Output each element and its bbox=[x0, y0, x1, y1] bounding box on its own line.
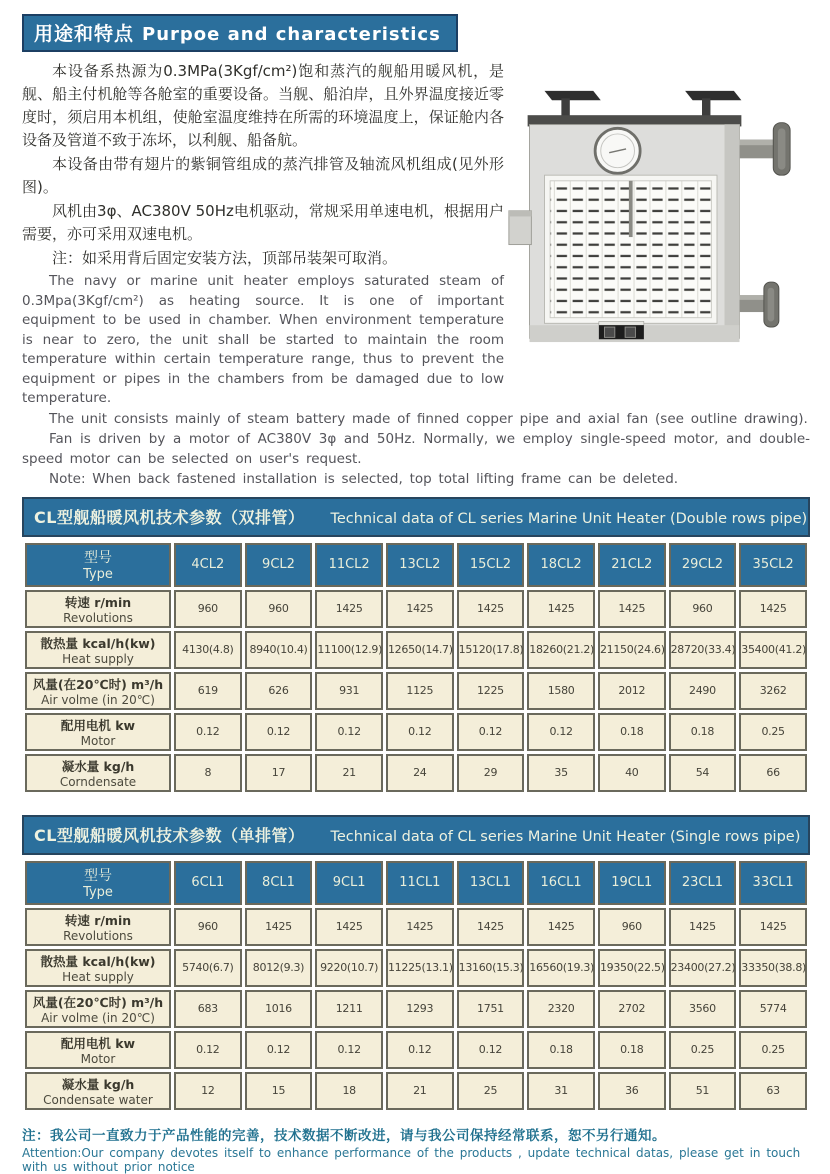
value-cell: 1425 bbox=[598, 590, 666, 628]
value-cell: 626 bbox=[245, 672, 313, 710]
model-column-header: 19CL1 bbox=[598, 861, 666, 905]
value-cell: 8940(10.4) bbox=[245, 631, 313, 669]
value-cell: 29 bbox=[457, 754, 525, 792]
label-cn: 配用电机 kw bbox=[60, 1035, 136, 1051]
value-cell: 1125 bbox=[386, 672, 454, 710]
value-cell: 15 bbox=[245, 1072, 313, 1110]
model-column-header: 35CL2 bbox=[739, 543, 807, 587]
table1-banner bbox=[22, 497, 810, 537]
row-header bbox=[25, 672, 171, 710]
value-cell: 0.18 bbox=[669, 713, 737, 751]
row-header bbox=[25, 908, 171, 946]
value-cell: 960 bbox=[598, 908, 666, 946]
label-en: Type bbox=[83, 567, 113, 582]
label-cn: 凝水量 kg/h bbox=[61, 1076, 135, 1092]
value-cell: 0.25 bbox=[669, 1031, 737, 1069]
value-cell: 8012(9.3) bbox=[245, 949, 313, 987]
row-header bbox=[25, 990, 171, 1028]
value-cell: 0.25 bbox=[739, 713, 807, 751]
model-column-header: 13CL1 bbox=[457, 861, 525, 905]
side-junction-box bbox=[509, 211, 532, 245]
row-header bbox=[25, 1072, 171, 1110]
label-cn: 转速 r/min bbox=[64, 912, 132, 928]
value-cell: 1425 bbox=[315, 908, 383, 946]
label-cn: 型号 bbox=[84, 868, 112, 884]
value-cell: 8 bbox=[174, 754, 242, 792]
paragraph-en-2: The unit consists mainly of steam battery made of finned copper pipe and axial fan (see outline drawing). bbox=[49, 410, 808, 427]
paragraph-cn-2: 本设备由带有翅片的紫铜管组成的蒸汽排管及轴流风机组成(见外形图)。 bbox=[22, 155, 504, 196]
value-cell: 54 bbox=[669, 754, 737, 792]
model-column-header: 9CL1 bbox=[315, 861, 383, 905]
page-title bbox=[22, 14, 458, 52]
value-cell: 0.12 bbox=[315, 713, 383, 751]
label-en: Air volme (in 20℃) bbox=[41, 692, 155, 707]
value-cell: 0.12 bbox=[174, 713, 242, 751]
value-cell: 960 bbox=[245, 590, 313, 628]
value-cell: 1425 bbox=[386, 590, 454, 628]
value-cell: 35400(41.2) bbox=[739, 631, 807, 669]
value-cell: 16560(19.3) bbox=[527, 949, 595, 987]
value-cell: 66 bbox=[739, 754, 807, 792]
value-cell: 0.12 bbox=[315, 1031, 383, 1069]
table-header-row bbox=[25, 543, 807, 587]
value-cell: 0.12 bbox=[457, 713, 525, 751]
value-cell: 21 bbox=[315, 754, 383, 792]
spec-table bbox=[22, 858, 810, 1113]
value-cell: 1016 bbox=[245, 990, 313, 1028]
table2-container bbox=[22, 858, 810, 1113]
table-row bbox=[25, 1031, 807, 1069]
page-title-en: Purpoe and characteristics bbox=[142, 24, 441, 45]
value-cell: 2702 bbox=[598, 990, 666, 1028]
value-cell: 0.25 bbox=[739, 1031, 807, 1069]
value-cell: 40 bbox=[598, 754, 666, 792]
model-column-header: 4CL2 bbox=[174, 543, 242, 587]
air-grille bbox=[545, 175, 718, 323]
model-column-header: 9CL2 bbox=[245, 543, 313, 587]
value-cell: 1293 bbox=[386, 990, 454, 1028]
label-en: Air volme (in 20℃) bbox=[41, 1010, 155, 1025]
paragraph-cn-1: 本设备系热源为0.3MPa(3Kgf/cm²)饱和蒸汽的舰船用暖风机，是舰、船主付机舱等各舱室的重要设备。当舰、船泊岸，且外界温度接近零度时，须启用本机组，使舱室温度维持在所需的环境温度上，保证舱内各设备及管道不致于冻坏，以利舰、船备航。 bbox=[22, 62, 504, 149]
table-row bbox=[25, 713, 807, 751]
steam-flange-bottom bbox=[740, 282, 779, 327]
value-cell: 0.12 bbox=[245, 713, 313, 751]
value-cell: 0.18 bbox=[527, 1031, 595, 1069]
value-cell: 9220(10.7) bbox=[315, 949, 383, 987]
value-cell: 17 bbox=[245, 754, 313, 792]
model-column-header: 18CL2 bbox=[527, 543, 595, 587]
value-cell: 1425 bbox=[527, 908, 595, 946]
value-cell: 5774 bbox=[739, 990, 807, 1028]
table-row bbox=[25, 754, 807, 792]
type-header-cell bbox=[25, 861, 171, 905]
table-row bbox=[25, 1072, 807, 1110]
model-column-header: 6CL1 bbox=[174, 861, 242, 905]
value-cell: 3262 bbox=[739, 672, 807, 710]
value-cell: 960 bbox=[174, 590, 242, 628]
page-title-cn: 用途和特点 bbox=[34, 23, 135, 45]
table2-banner-en: Technical data of CL series Marine Unit Heater (Single rows pipe) bbox=[330, 828, 801, 845]
value-cell: 1425 bbox=[739, 908, 807, 946]
table-row bbox=[25, 949, 807, 987]
table1-banner-en: Technical data of CL series Marine Unit Heater (Double rows pipe) bbox=[330, 510, 808, 527]
model-column-header: 29CL2 bbox=[669, 543, 737, 587]
value-cell: 25 bbox=[457, 1072, 525, 1110]
label-cn: 散热量 kcal/h(kw) bbox=[40, 953, 156, 969]
label-cn: 风量(在20℃时) m³/h bbox=[32, 994, 164, 1010]
model-column-header: 15CL2 bbox=[457, 543, 525, 587]
paragraph-en-4: Note: When back fastened installation is selected, top total lifting frame can be deleted. bbox=[49, 470, 679, 487]
model-column-header: 11CL1 bbox=[386, 861, 454, 905]
table-row bbox=[25, 672, 807, 710]
value-cell: 0.12 bbox=[386, 1031, 454, 1069]
label-cn: 配用电机 kw bbox=[60, 717, 136, 733]
model-column-header: 21CL2 bbox=[598, 543, 666, 587]
value-cell: 19350(22.5) bbox=[598, 949, 666, 987]
value-cell: 1425 bbox=[527, 590, 595, 628]
value-cell: 36 bbox=[598, 1072, 666, 1110]
model-column-header: 13CL2 bbox=[386, 543, 454, 587]
intro-text-column bbox=[22, 60, 504, 409]
value-cell: 2490 bbox=[669, 672, 737, 710]
value-cell: 21150(24.6) bbox=[598, 631, 666, 669]
value-cell: 1425 bbox=[315, 590, 383, 628]
spec-table bbox=[22, 540, 810, 795]
model-column-header: 33CL1 bbox=[739, 861, 807, 905]
value-cell: 63 bbox=[739, 1072, 807, 1110]
value-cell: 619 bbox=[174, 672, 242, 710]
row-header bbox=[25, 1031, 171, 1069]
value-cell: 0.12 bbox=[457, 1031, 525, 1069]
paragraph-cn-4: 注：如采用背后固定安装方法，顶部吊装架可取消。 bbox=[52, 249, 398, 267]
value-cell: 1425 bbox=[739, 590, 807, 628]
control-switch-panel bbox=[599, 321, 644, 339]
table-row bbox=[25, 908, 807, 946]
value-cell: 4130(4.8) bbox=[174, 631, 242, 669]
value-cell: 11225(13.1) bbox=[386, 949, 454, 987]
value-cell: 28720(33.4) bbox=[669, 631, 737, 669]
value-cell: 35 bbox=[527, 754, 595, 792]
paragraph-en-3: Fan is driven by a motor of AC380V 3φ and 50Hz. Normally, we employ single-speed motor, and double-speed motor can be selected on user's request. bbox=[22, 430, 810, 467]
model-column-header: 16CL1 bbox=[527, 861, 595, 905]
value-cell: 51 bbox=[669, 1072, 737, 1110]
value-cell: 15120(17.8) bbox=[457, 631, 525, 669]
label-en: Condensate water bbox=[43, 1092, 153, 1107]
value-cell: 11100(12.9) bbox=[315, 631, 383, 669]
value-cell: 1425 bbox=[669, 908, 737, 946]
value-cell: 1211 bbox=[315, 990, 383, 1028]
value-cell: 5740(6.7) bbox=[174, 949, 242, 987]
table-header-row bbox=[25, 861, 807, 905]
value-cell: 0.12 bbox=[245, 1031, 313, 1069]
value-cell: 960 bbox=[669, 590, 737, 628]
label-en: Revolutions bbox=[63, 928, 133, 943]
label-cn: 散热量 kcal/h(kw) bbox=[40, 635, 156, 651]
footer-note bbox=[22, 1124, 810, 1174]
value-cell: 2012 bbox=[598, 672, 666, 710]
value-cell: 24 bbox=[386, 754, 454, 792]
table1-container bbox=[22, 540, 810, 795]
table-row bbox=[25, 590, 807, 628]
value-cell: 21 bbox=[386, 1072, 454, 1110]
value-cell: 12650(14.7) bbox=[386, 631, 454, 669]
label-en: Revolutions bbox=[63, 610, 133, 625]
model-column-header: 23CL1 bbox=[669, 861, 737, 905]
paragraph-cn-3: 风机由3φ、AC380V 50Hz电机驱动，常规采用单速电机，根据用户需要，亦可采用双速电机。 bbox=[22, 202, 504, 243]
value-cell: 1751 bbox=[457, 990, 525, 1028]
value-cell: 0.12 bbox=[174, 1031, 242, 1069]
value-cell: 13160(15.3) bbox=[457, 949, 525, 987]
intro-section bbox=[22, 60, 810, 409]
value-cell: 0.18 bbox=[598, 1031, 666, 1069]
product-photo bbox=[504, 60, 810, 409]
value-cell: 12 bbox=[174, 1072, 242, 1110]
paragraph-en-1: The navy or marine unit heater employs saturated steam of 0.3Mpa(3Kgf/cm²) as heating source. It is one of important equipment to be used in chamber. When environment temperature is near to zero, the unit shall be started to maintain the room temperature within certain temperature range, thus to prevent the equipment or pipes in the chambers from be damaged due to low temperature. bbox=[22, 273, 504, 406]
row-header bbox=[25, 631, 171, 669]
table1-banner-cn: CL型舰船暖风机技术参数（双排管） bbox=[34, 507, 305, 527]
value-cell: 3560 bbox=[669, 990, 737, 1028]
value-cell: 1425 bbox=[386, 908, 454, 946]
row-header bbox=[25, 949, 171, 987]
label-en: Type bbox=[83, 885, 113, 900]
footer-note-cn: 注：我公司一直致力于产品性能的完善，技术数据不断改进，请与我公司保持经常联系，恕不另行通知。 bbox=[22, 1127, 666, 1144]
value-cell: 1425 bbox=[245, 908, 313, 946]
label-cn: 凝水量 kg/h bbox=[61, 758, 135, 774]
row-header bbox=[25, 713, 171, 751]
label-cn: 转速 r/min bbox=[64, 594, 132, 610]
value-cell: 1225 bbox=[457, 672, 525, 710]
table-row bbox=[25, 631, 807, 669]
table2-banner-cn: CL型舰船暖风机技术参数（单排管） bbox=[34, 825, 305, 845]
label-cn: 风量(在20℃时) m³/h bbox=[32, 676, 164, 692]
value-cell: 2320 bbox=[527, 990, 595, 1028]
row-header bbox=[25, 590, 171, 628]
value-cell: 931 bbox=[315, 672, 383, 710]
unit-heater-photo bbox=[507, 70, 807, 361]
label-cn: 型号 bbox=[84, 550, 112, 566]
footer-note-en: Attention:Our company devotes itself to enhance performance of the products , update technical datas, please get in touch with us without prior notice bbox=[22, 1145, 801, 1174]
value-cell: 1580 bbox=[527, 672, 595, 710]
value-cell: 23400(27.2) bbox=[669, 949, 737, 987]
value-cell: 0.12 bbox=[527, 713, 595, 751]
model-column-header: 11CL2 bbox=[315, 543, 383, 587]
pressure-gauge-icon bbox=[595, 128, 640, 173]
label-en: Motor bbox=[80, 1051, 116, 1066]
table2-banner bbox=[22, 815, 810, 855]
value-cell: 33350(38.8) bbox=[739, 949, 807, 987]
table-row bbox=[25, 990, 807, 1028]
value-cell: 0.12 bbox=[386, 713, 454, 751]
label-en: Heat supply bbox=[62, 969, 134, 984]
value-cell: 31 bbox=[527, 1072, 595, 1110]
label-en: Motor bbox=[80, 733, 116, 748]
label-en: Corndensate bbox=[59, 774, 137, 789]
steam-flange-top bbox=[740, 123, 791, 176]
value-cell: 960 bbox=[174, 908, 242, 946]
value-cell: 683 bbox=[174, 990, 242, 1028]
label-en: Heat supply bbox=[62, 651, 134, 666]
value-cell: 18 bbox=[315, 1072, 383, 1110]
value-cell: 1425 bbox=[457, 908, 525, 946]
body-side-shade bbox=[725, 125, 740, 339]
value-cell: 18260(21.2) bbox=[527, 631, 595, 669]
value-cell: 0.18 bbox=[598, 713, 666, 751]
model-column-header: 8CL1 bbox=[245, 861, 313, 905]
type-header-cell bbox=[25, 543, 171, 587]
value-cell: 1425 bbox=[457, 590, 525, 628]
row-header bbox=[25, 754, 171, 792]
